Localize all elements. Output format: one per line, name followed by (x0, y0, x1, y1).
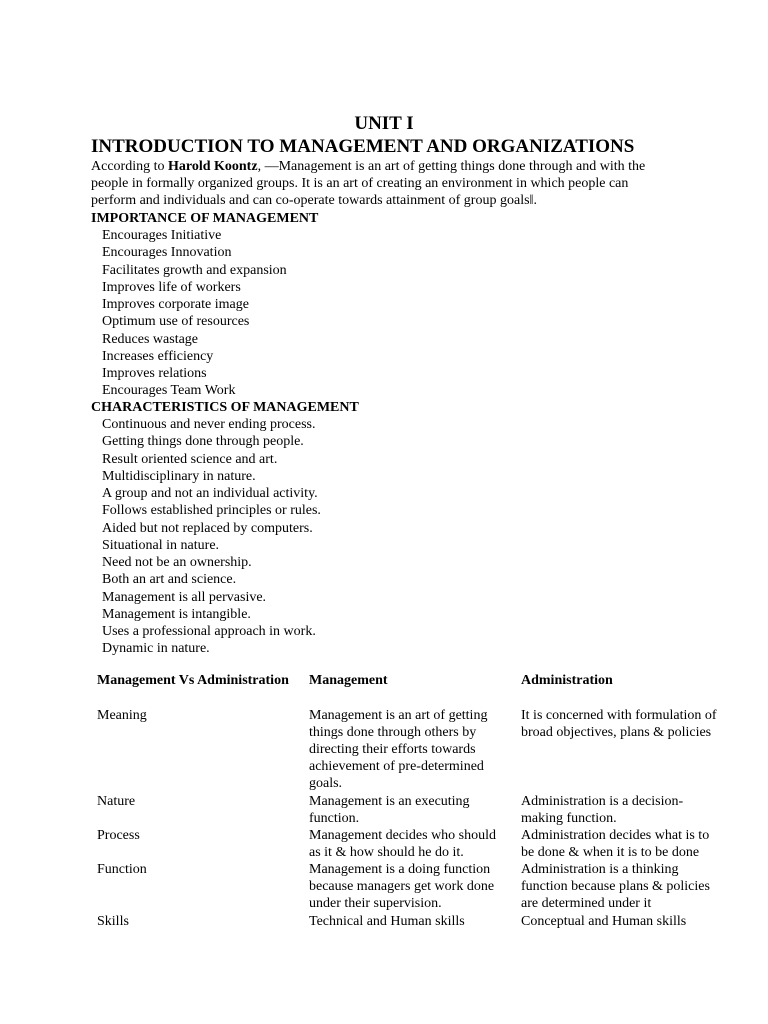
list-item: Encourages Team Work (102, 383, 236, 399)
table-row-aspect: Process (97, 828, 140, 843)
list-item: Increases efficiency (102, 348, 214, 364)
intro-prefix: According to (91, 159, 168, 174)
intro-line-1 (91, 158, 691, 175)
list-item: Improves corporate image (102, 297, 249, 312)
list-item: Multidisciplinary in nature. (102, 468, 256, 484)
list-item: Uses a professional approach in work. (102, 624, 316, 639)
list-item: Improves life of workers (102, 279, 241, 295)
list-item: Facilitates growth and expansion (102, 262, 287, 278)
list-item: Getting things done through people. (102, 434, 304, 450)
table-row-aspect: Skills (97, 914, 129, 929)
main-title: INTRODUCTION TO MANAGEMENT AND ORGANIZATIONS (91, 136, 635, 157)
list-item: Follows established principles or rules. (102, 503, 321, 519)
list-item: A group and not an individual activity. (102, 486, 318, 501)
table-header-management: Management (309, 673, 388, 688)
list-item: Situational in nature. (102, 537, 220, 553)
table-row-aspect: Function (97, 862, 147, 877)
list-item: Improves relations (102, 366, 207, 381)
intro-line-3: perform and individuals and can co-operate towards attainment of group goals‖. (91, 193, 537, 208)
list-item: Reduces wastage (102, 331, 199, 347)
table-cell-management: Management is a doing function because managers get work done under their supervision. (309, 862, 495, 911)
importance-list (102, 227, 287, 400)
list-item: Optimum use of resources (102, 314, 250, 330)
table-row-aspect: Meaning (97, 708, 147, 723)
table-cell-administration: It is concerned with formulation of broad objectives, plans & policies (521, 708, 717, 740)
list-item: Encourages Innovation (102, 245, 232, 261)
unit-title: UNIT I (354, 113, 414, 134)
list-item: Result oriented science and art. (102, 451, 278, 467)
table-cell-management: Technical and Human skills (309, 914, 465, 929)
importance-heading: IMPORTANCE OF MANAGEMENT (91, 211, 319, 226)
list-item: Encourages Initiative (102, 228, 222, 243)
table-cell-administration: Administration is a thinking function because plans & policies are determined under it (521, 862, 710, 911)
intro-paragraph (91, 158, 691, 209)
table-cell-management: Management is an art of getting things done through others by directing their efforts towards achievement of pre-determined goals. (309, 708, 488, 791)
intro-line-2: people in formally organized groups. It is an art of creating an environment in which people can (91, 176, 629, 191)
list-item: Aided but not replaced by computers. (102, 520, 313, 536)
characteristics-list (102, 416, 321, 658)
table-header-administration: Administration (521, 673, 613, 688)
list-item: Continuous and never ending process. (102, 417, 316, 432)
characteristics-heading: CHARACTERISTICS OF MANAGEMENT (91, 400, 359, 415)
list-item: Both an art and science. (102, 572, 237, 588)
table-cell-administration: Conceptual and Human skills (521, 914, 687, 929)
list-item: Dynamic in nature. (102, 641, 210, 657)
list-item: Management is all pervasive. (102, 589, 267, 605)
table-cell-management: Management is an executing function. (309, 794, 470, 826)
table-header-aspect: Management Vs Administration (97, 673, 289, 688)
table-cell-administration: Administration decides what is to be done & when it is to be done (521, 828, 710, 860)
table-row-aspect: Nature (97, 794, 136, 809)
intro-author: Harold Koontz (167, 159, 258, 174)
table-cell-administration: Administration is a decision-making function. (521, 794, 684, 826)
intro-line1-rest: , ―Management is an art of getting things done through and with the (257, 159, 646, 174)
list-item: Management is intangible. (102, 606, 251, 622)
table-cell-management: Management decides who should as it & how should he do it. (309, 828, 497, 860)
list-item: Need not be an ownership. (102, 555, 252, 570)
